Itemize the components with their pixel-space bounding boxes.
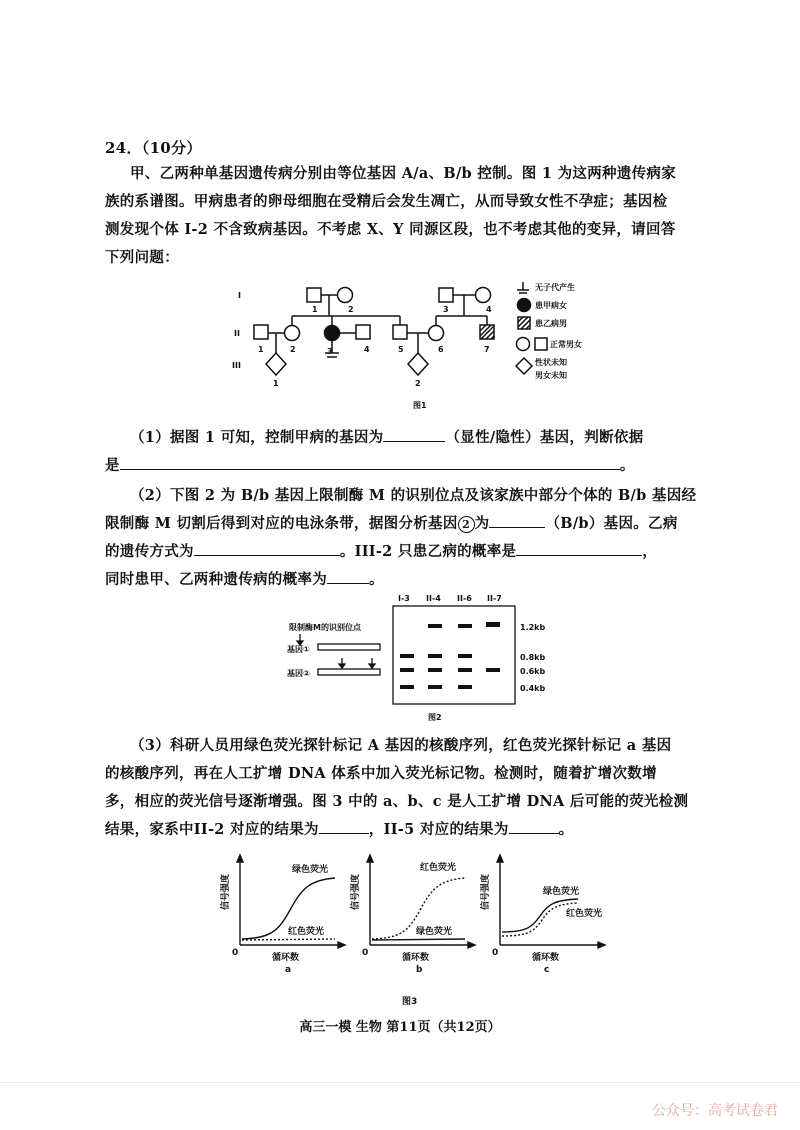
svg-text:4: 4 xyxy=(364,345,370,354)
pedigree-I-4-female xyxy=(476,288,491,303)
legend-yi-male: 患乙病男 xyxy=(535,319,567,328)
svg-text:2: 2 xyxy=(290,345,296,354)
svg-text:6: 6 xyxy=(438,345,444,354)
svg-text:3: 3 xyxy=(327,347,333,356)
gene1-label: 基因① xyxy=(287,645,310,654)
fluorescence-figure xyxy=(210,852,630,1012)
fig2-caption: 图2 xyxy=(428,713,442,722)
curve-a-red-dotted xyxy=(242,939,335,940)
q2-blank-2 xyxy=(194,539,340,556)
q1-line-2: 是 。 xyxy=(105,452,675,480)
panel-b-top-label: 红色荧光 xyxy=(420,863,457,873)
q2-line-3: 的遗传方式为 。III-2 只患乙病的概率是 ， xyxy=(105,538,675,566)
q2-blank-1 xyxy=(489,511,545,528)
q2-blank-4 xyxy=(327,567,369,584)
xlabel-b: 循环数 xyxy=(402,953,430,963)
lane-label-4: II-7 xyxy=(487,594,502,603)
band-II7-1.2 xyxy=(486,622,500,627)
q3-line-4: 结果，家系中II-2 对应的结果为 ，II-5 对应的结果为 。 xyxy=(105,816,675,844)
pedigree-I-1-male xyxy=(307,288,321,302)
legend-jia-female: 患甲病女 xyxy=(535,301,567,310)
band-II4-1.2 xyxy=(428,624,442,628)
svg-text:2: 2 xyxy=(348,305,354,314)
svg-text:7: 7 xyxy=(484,345,490,354)
panel-label-a: a xyxy=(285,965,292,975)
pedigree-III-1-unknown xyxy=(266,353,286,375)
svg-text:1: 1 xyxy=(273,379,279,388)
svg-text:1: 1 xyxy=(312,305,318,314)
intro-line-1: 甲、乙两种单基因遗传病分别由等位基因 A/a、B/b 控制。图 1 为这两种遗传病家 xyxy=(130,165,677,182)
band-II4-0.6 xyxy=(428,668,442,672)
q2-blank-3 xyxy=(516,539,642,556)
ylabel-c: 信号强度 xyxy=(481,873,491,910)
panel-label-b: b xyxy=(416,965,423,975)
ylabel-b: 信号强度 xyxy=(351,873,361,910)
page-footer: 高三一模 生物 第11页（共12页） xyxy=(299,1020,501,1035)
pedigree-figure xyxy=(228,278,608,413)
circled-2: 2 xyxy=(458,516,475,533)
panel-b-bottom-label: 绿色荧光 xyxy=(416,927,453,937)
svg-text:4: 4 xyxy=(486,305,492,314)
band-I3-0.4 xyxy=(400,685,414,689)
lane-label-1: I-3 xyxy=(398,594,410,603)
band-II7-0.6 xyxy=(486,668,500,672)
panel-c-bottom-label: 红色荧光 xyxy=(566,909,603,919)
q3-blank-1 xyxy=(319,817,369,834)
pedigree-II-1-male xyxy=(254,325,268,339)
site-label: 限制酶M的识别位点 xyxy=(289,623,361,632)
gel-figure xyxy=(280,590,560,725)
lane-label-3: II-6 xyxy=(457,594,472,603)
panel-a-top-label: 绿色荧光 xyxy=(292,865,329,875)
size-label-3: 0.6kb xyxy=(520,667,546,676)
band-II4-0.8 xyxy=(428,654,442,658)
lane-label-2: II-4 xyxy=(426,594,441,603)
band-I3-0.6 xyxy=(400,668,414,672)
q2-line-2: 限制酶 M 切割后得到对应的电泳条带，据图分析基因 2 为 （B/b）基因。乙病 xyxy=(105,510,675,538)
pedigree-II-2-female xyxy=(285,326,300,341)
q1-line-1: （1）据图 1 可知，控制甲病的基因为 （显性/隐性）基因，判断依据 xyxy=(130,424,700,452)
size-label-4: 0.4kb xyxy=(520,684,546,693)
panel-c-top-label: 绿色荧光 xyxy=(543,887,580,897)
band-II6-0.8 xyxy=(458,654,472,658)
intro-line-4: 下列问题： xyxy=(105,249,179,266)
xlabel-a: 循环数 xyxy=(272,953,300,963)
divider xyxy=(0,1082,800,1083)
svg-text:3: 3 xyxy=(443,305,449,314)
q3-blank-2 xyxy=(509,817,559,834)
svg-text:0: 0 xyxy=(492,948,499,958)
question-number: 24．（10分） xyxy=(105,139,202,157)
fig3-caption: 图3 xyxy=(402,997,418,1007)
pedigree-I-2-female xyxy=(338,288,353,303)
q3-line-3: 多，相应的荧光信号逐渐增强。图 3 中的 a、b、c 是人工扩增 DNA 后可能的荧光检测 xyxy=(105,793,689,810)
intro-line-3: 测发现个体 I-2 不含致病基因。不考虑 X、Y 同源区段，也不考虑其他的变异，请回答 xyxy=(105,221,676,238)
q1-blank-2 xyxy=(120,453,620,470)
band-II6-0.6 xyxy=(458,668,472,672)
pedigree-II-5-male xyxy=(393,325,407,339)
legend-no-offspring: 无子代产生 xyxy=(535,283,575,292)
q1-blank-1 xyxy=(383,425,445,442)
svg-text:1: 1 xyxy=(258,345,264,354)
pedigree-I-3-male xyxy=(439,288,453,302)
svg-text:5: 5 xyxy=(398,345,404,354)
svg-text:0: 0 xyxy=(362,948,369,958)
q2-line-4: 同时患甲、乙两种遗传病的概率为 。 xyxy=(105,566,675,594)
band-II6-0.4 xyxy=(458,685,472,689)
q3-line-1: （3）科研人员用绿色荧光探针标记 A 基因的核酸序列，红色荧光探针标记 a 基因 xyxy=(130,737,672,754)
q3-line-2: 的核酸序列，再在人工扩增 DNA 体系中加入荧光标记物。检测时，随着扩增次数增 xyxy=(105,765,657,782)
gen-label-II: II xyxy=(234,329,240,338)
ylabel-a: 信号强度 xyxy=(221,873,231,910)
gene1-bar xyxy=(318,644,380,650)
legend-unknown-sex: 男女未知 xyxy=(535,371,567,380)
panel-a-bottom-label: 红色荧光 xyxy=(288,927,325,937)
curve-b-green-solid xyxy=(372,939,465,940)
pedigree-III-2-unknown xyxy=(408,353,428,375)
intro-line-2: 族的系谱图。甲病患者的卵母细胞在受精后会发生凋亡，从而导致女性不孕症；基因检 xyxy=(105,193,668,210)
svg-text:0: 0 xyxy=(232,948,239,958)
band-I3-0.8 xyxy=(400,654,414,658)
xlabel-c: 循环数 xyxy=(532,953,560,963)
gene2-label: 基因② xyxy=(287,669,310,678)
gen-label-I: I xyxy=(238,291,241,300)
size-label-1: 1.2kb xyxy=(520,623,546,632)
panel-label-c: c xyxy=(544,965,550,975)
band-II4-0.4 xyxy=(428,685,442,689)
pedigree-II-6-female xyxy=(429,326,444,341)
svg-text:2: 2 xyxy=(415,379,421,388)
legend-normal: 正常男女 xyxy=(550,340,582,349)
gene2-bar xyxy=(318,669,380,675)
band-II6-1.2 xyxy=(458,624,472,628)
gen-label-III: III xyxy=(232,361,241,370)
watermark: 公众号：高考试卷君 xyxy=(652,1103,778,1119)
size-label-2: 0.8kb xyxy=(520,653,546,662)
q2-line-1: （2）下图 2 为 B/b 基因上限制酶 M 的识别位点及该家族中部分个体的 B/b 基因经 xyxy=(130,487,697,504)
pedigree-II-4-male xyxy=(356,325,370,339)
pedigree-II-3-affected-female xyxy=(325,326,340,341)
fig1-caption: 图1 xyxy=(413,401,427,410)
legend-unknown-trait: 性状未知 xyxy=(535,358,567,367)
